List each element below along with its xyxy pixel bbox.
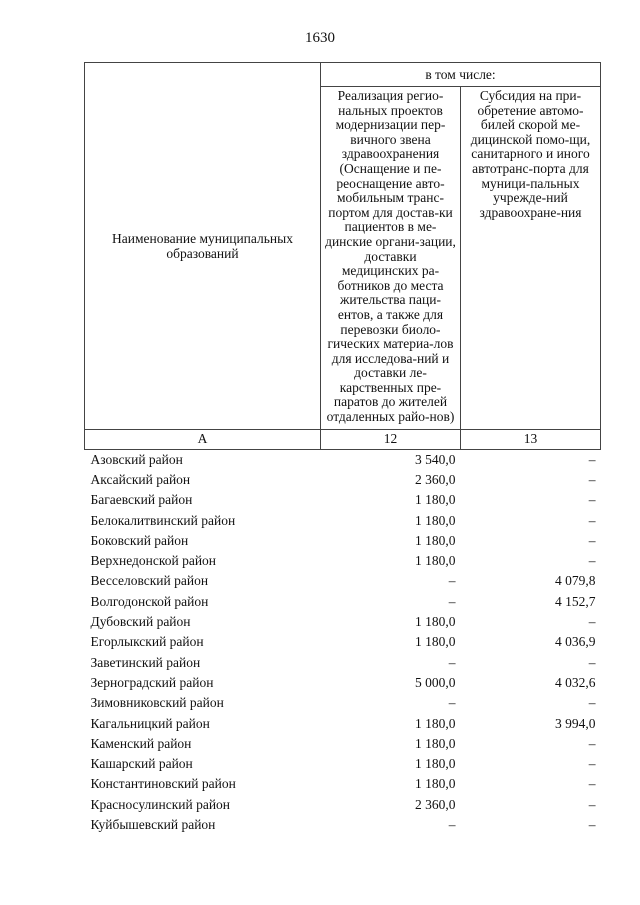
value-col-12: – [448, 654, 456, 670]
table-row [85, 774, 601, 794]
municipality-name: Белокалитвинский район [90, 512, 236, 528]
value-col-13: – [588, 614, 596, 630]
municipality-name: Волгодонской район [90, 593, 209, 609]
column-letter-a: А [85, 429, 321, 449]
municipality-name: Кашарский район [90, 756, 193, 772]
municipality-name: Каменский район [90, 735, 192, 751]
value-col-13: – [588, 492, 596, 508]
table-row [85, 511, 601, 531]
table-row [85, 754, 601, 774]
value-col-12: 1 180,0 [415, 532, 456, 548]
value-col-12: 1 180,0 [415, 614, 456, 630]
value-col-13: – [588, 532, 596, 548]
value-col-12: 1 180,0 [415, 634, 456, 650]
column-number-13: 13 [461, 429, 601, 449]
value-col-12: 1 180,0 [415, 756, 456, 772]
value-col-13: 4 079,8 [555, 573, 596, 589]
value-col-13: – [588, 735, 596, 751]
value-col-12: – [448, 593, 456, 609]
value-col-13: – [588, 471, 596, 487]
value-col-12: 1 180,0 [415, 492, 456, 508]
column-12-header: Реализация регио-нальных проектов модернизации пер-вичного звена здравоохранения (Оснащение и пе-реоснащение авто-мобильным транс-портом для достав-ки пациентов в ме-динские органи-зации, доставки медицинских ра-ботников до места жительства паци-ентов, а также для перевозки биоло-гических материа-лов для исследова-ний и доставки ле-карственных пре-паратов до жителей отдаленных райо-нов) [321, 87, 461, 430]
table-row [85, 734, 601, 754]
municipality-name: Аксайский район [90, 471, 191, 487]
table-body [85, 449, 601, 835]
value-col-12: 5 000,0 [415, 674, 456, 690]
value-col-13: – [588, 756, 596, 772]
municipality-name: Куйбышевский район [90, 817, 216, 832]
page-number: 1630 [305, 30, 335, 46]
value-col-12: – [448, 817, 456, 832]
value-col-13: 3 994,0 [555, 715, 596, 731]
table-row [85, 673, 601, 693]
value-col-12: 1 180,0 [415, 512, 456, 528]
table-row [85, 632, 601, 652]
value-col-12: 1 180,0 [415, 553, 456, 569]
value-col-13: – [588, 796, 596, 812]
value-col-12: 3 540,0 [415, 451, 456, 467]
value-col-13: – [588, 553, 596, 569]
including-header: в том числе: [321, 63, 601, 87]
municipality-name: Егорлыкский район [90, 634, 204, 650]
table-row [85, 815, 601, 835]
value-col-13: 4 152,7 [555, 593, 596, 609]
municipality-name-header: Наименование муниципальных образований [85, 63, 321, 430]
value-col-13: 4 032,6 [555, 674, 596, 690]
value-col-12: 1 180,0 [415, 715, 456, 731]
table-row [85, 571, 601, 591]
municipality-name: Кагальницкий район [90, 715, 210, 731]
value-col-13: – [588, 776, 596, 792]
value-col-13: – [588, 512, 596, 528]
municipality-name: Боковский район [90, 532, 189, 548]
column-13-header: Субсидия на при-обретение автомо-билей скорой ме-дицинской помо-щи, санитарного и иного автотранс-порта для муници-пальных учрежде-ний здравоохране-ния [461, 87, 601, 430]
municipality-name: Верхнедонской район [90, 553, 217, 569]
table-row [85, 612, 601, 632]
table-row [85, 449, 601, 470]
municipality-name: Зерноградский район [90, 674, 214, 690]
budget-table [84, 62, 601, 835]
table-row [85, 490, 601, 510]
value-col-13: – [588, 451, 596, 467]
value-col-12: 2 360,0 [415, 471, 456, 487]
value-col-13: – [588, 817, 596, 832]
value-col-13: – [588, 654, 596, 670]
column-number-12: 12 [321, 429, 461, 449]
municipality-name: Константиновский район [90, 776, 236, 792]
value-col-12: 2 360,0 [415, 796, 456, 812]
municipality-name: Зимовниковский район [90, 695, 224, 711]
table-row [85, 592, 601, 612]
value-col-12: – [448, 695, 456, 711]
table-row [85, 531, 601, 551]
municipality-name: Красносулинский район [90, 796, 231, 812]
value-col-12: 1 180,0 [415, 735, 456, 751]
table-row [85, 693, 601, 713]
municipality-name: Весселовский район [90, 573, 209, 589]
table-row [85, 714, 601, 734]
value-col-13: 4 036,9 [555, 634, 596, 650]
value-col-12: 1 180,0 [415, 776, 456, 792]
municipality-name: Дубовский район [90, 614, 191, 630]
table-row [85, 653, 601, 673]
table-row [85, 551, 601, 571]
municipality-name: Азовский район [90, 451, 183, 467]
municipality-name: Багаевский район [90, 492, 193, 508]
table-row [85, 470, 601, 490]
value-col-13: – [588, 695, 596, 711]
municipality-name: Заветинский район [90, 654, 201, 670]
table-row [85, 795, 601, 815]
value-col-12: – [448, 573, 456, 589]
